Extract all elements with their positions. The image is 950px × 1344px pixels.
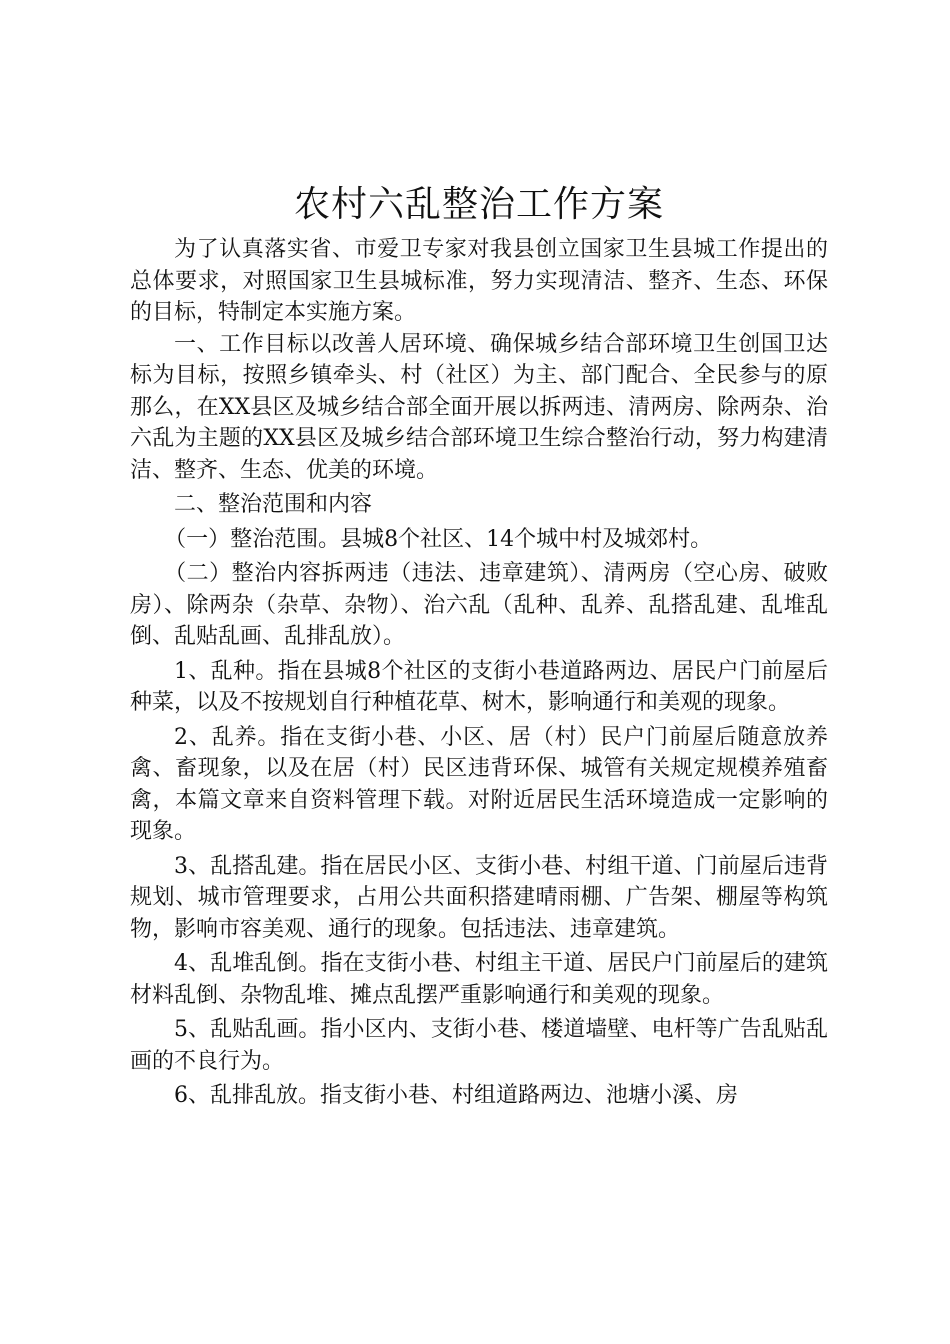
document-title: 农村六乱整治工作方案	[293, 184, 664, 225]
paragraph-item-1: 1、乱种。指在县城8个社区的支街小巷道路两边、居民户门前屋后种菜，以及不按规划自行种植花草、树木，影响通行和美观的现象。	[130, 658, 828, 715]
paragraph-scope: （一）整治范围。县城8个社区、14个城中村及城郊村。	[164, 526, 713, 552]
paragraph-item-3: 3、乱搭乱建。指在居民小区、支街小巷、村组干道、门前屋后违背规划、城市管理要求，占用公共面积搭建晴雨棚、广告架、棚屋等构筑物，影响市容美观、通行的现象。包括违法、违章建筑。	[130, 853, 828, 942]
paragraph-item-6: 6、乱排乱放。指支街小巷、村组道路两边、池塘小溪、房	[174, 1083, 738, 1108]
paragraph-intro: 为了认真落实省、市爱卫专家对我县创立国家卫生县城工作提出的总体要求，对照国家卫生县城标准，努力实现清洁、整齐、生态、环保的目标，特制定本实施方案。	[130, 237, 828, 325]
document-page	[130, 182, 828, 1112]
paragraph-item-5: 5、乱贴乱画。指小区内、支街小巷、楼道墙壁、电杆等广告乱贴乱画的不良行为。	[130, 1017, 828, 1074]
paragraph-item-2: 2、乱养。指在支街小巷、小区、居（村）民户门前屋后随意放养禽、畜现象，以及在居（村）民区违背环保、城管有关规定规模养殖畜禽，本篇文章来自资料管理下载。对附近居民生活环境造成一定影响的现象。	[130, 724, 828, 844]
paragraph-item-4: 4、乱堆乱倒。指在支街小巷、村组主干道、居民户门前屋后的建筑材料乱倒、杂物乱堆、摊点乱摆严重影响通行和美观的现象。	[130, 951, 828, 1008]
paragraph-work-goal: 一、工作目标以改善人居环境、确保城乡结合部环境卫生创国卫达标为目标，按照乡镇牵头、村（社区）为主、部门配合、全民参与的原那么，在XX县区及城乡结合部全面开展以拆两违、清两房、除两杂、治六乱为主题的XX县区及城乡结合部环境卫生综合整治行动，努力构建清洁、整齐、生态、优美的环境。	[130, 331, 828, 483]
paragraph-content: （二）整治内容拆两违（违法、违章建筑）、清两房（空心房、破败房）、除两杂（杂草、杂物）、治六乱（乱种、乱养、乱搭乱建、乱堆乱倒、乱贴乱画、乱排乱放）。	[130, 561, 828, 649]
paragraph-section-heading-scope: 二、整治范围和内容	[174, 492, 373, 517]
